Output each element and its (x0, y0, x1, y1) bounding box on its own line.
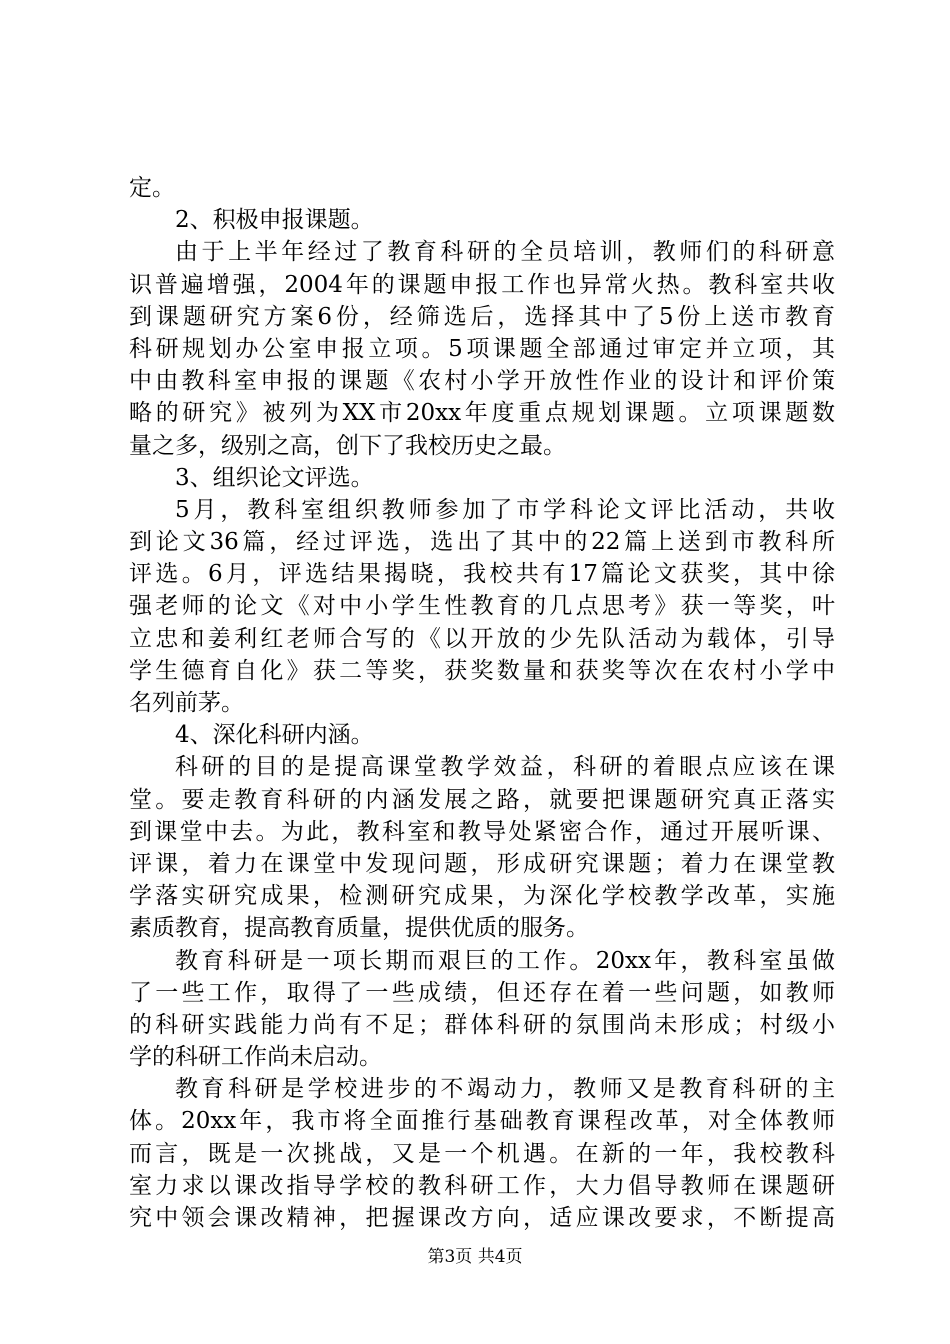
text-line: 量之多，级别之高，创下了我校历史之最。 (129, 432, 566, 459)
text-line: 4、深化科研内涵。 (175, 722, 374, 749)
page-footer: 第3页 共4页 (427, 1247, 523, 1267)
text-line: 而言，既是一次挑战，又是一个机遇。在新的一年，我校教科 (129, 1140, 835, 1167)
text-line: 由于上半年经过了教育科研的全员培训，教师们的科研意 (175, 239, 835, 266)
text-line: 学生德育自化》获二等奖，获奖数量和获奖等次在农村小学中 (129, 657, 835, 684)
text-line: 科研的目的是提高课堂教学效益，科研的着眼点应该在课 (175, 754, 835, 781)
document-body (129, 172, 835, 1234)
text-line: 室力求以课改指导学校的教科研工作，大力倡导教师在课题研 (129, 1172, 835, 1199)
text-line: 到课堂中去。为此，教科室和教导处紧密合作，通过开展听课、 (129, 818, 835, 845)
text-line: 教育科研是学校进步的不竭动力，教师又是教育科研的主 (175, 1076, 835, 1103)
text-line: 强老师的论文《对中小学生性教育的几点思考》获一等奖，叶 (129, 593, 835, 620)
text-line: 学的科研工作尚未启动。 (129, 1044, 382, 1071)
text-line: 识普遍增强，2004年的课题申报工作也异常火热。教科室共收 (129, 271, 835, 298)
text-line: 素质教育，提高教育质量，提供优质的服务。 (129, 915, 589, 942)
text-line: 到论文36篇，经过评选，选出了其中的22篇上送到市教科所 (129, 529, 835, 556)
text-line: 名列前茅。 (129, 690, 244, 716)
text-line: 2、积极申报课题。 (175, 207, 374, 234)
text-line: 评选。6月，评选结果揭晓，我校共有17篇论文获奖，其中徐 (129, 561, 835, 588)
text-line: 体。20xx年，我市将全面推行基础教育课程改革，对全体教师 (129, 1108, 835, 1135)
text-line: 堂。要走教育科研的内涵发展之路，就要把课题研究真正落实 (129, 786, 835, 813)
text-line: 立忠和姜利红老师合写的《以开放的少先队活动为载体，引导 (129, 625, 835, 652)
text-line: 科研规划办公室申报立项。5项课题全部通过审定并立项，其 (129, 335, 835, 362)
text-line: 3、组织论文评选。 (175, 464, 374, 491)
text-line: 评课，着力在课堂中发现问题，形成研究课题；着力在课堂教 (129, 850, 835, 877)
text-line: 教育科研是一项长期而艰巨的工作。20xx年，教科室虽做 (175, 947, 835, 974)
text-line: 中由教科室申报的课题《农村小学开放性作业的设计和评价策 (129, 368, 835, 395)
text-line: 了一些工作，取得了一些成绩，但还存在着一些问题，如教师 (129, 979, 835, 1006)
text-line: 到课题研究方案6份，经筛选后，选择其中了5份上送市教育 (129, 303, 835, 330)
text-line: 的科研实践能力尚有不足；群体科研的氛围尚未形成；村级小 (129, 1011, 835, 1038)
text-line: 定。 (129, 175, 175, 201)
text-line: 略的研究》被列为XX市20xx年度重点规划课题。立项课题数 (129, 400, 835, 427)
text-line: 学落实研究成果，检测研究成果，为深化学校教学改革，实施 (129, 883, 835, 910)
text-line: 5月，教科室组织教师参加了市学科论文评比活动，共收 (175, 496, 835, 523)
text-line: 究中领会课改精神，把握课改方向，适应课改要求，不断提高 (129, 1205, 835, 1231)
